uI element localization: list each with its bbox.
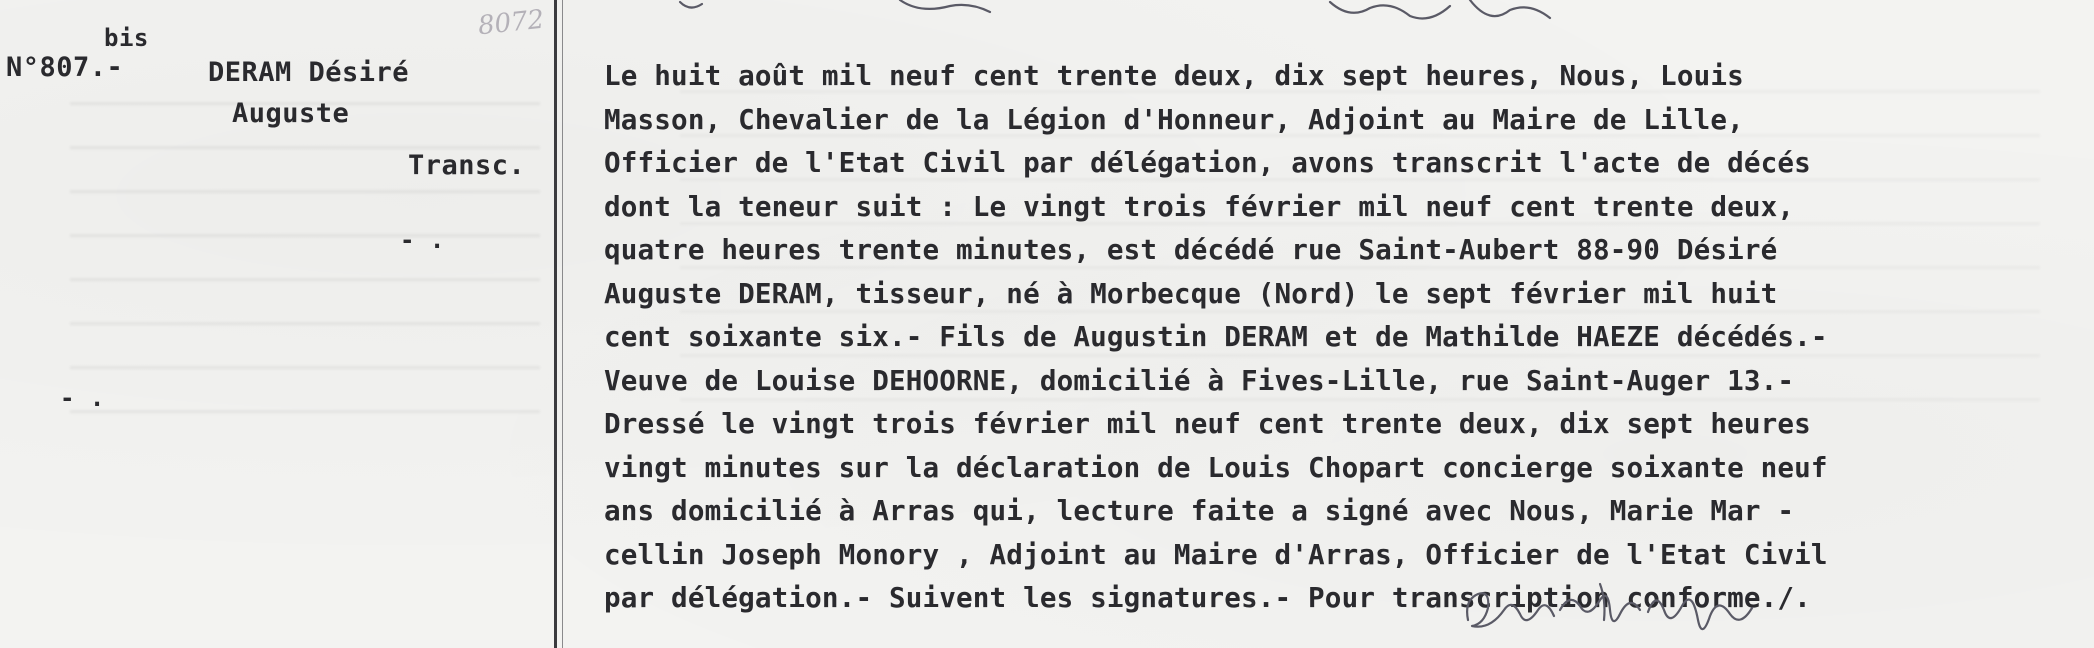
entry-bis: bis — [104, 24, 149, 52]
entry-given-name: Auguste — [232, 98, 350, 129]
act-line: Veuve de Louise DEHOORNE, domicilié à Fives-Lille, rue Saint-Auger 13.- — [604, 363, 1795, 397]
act-line: cellin Joseph Monory , Adjoint au Maire d'Arras, Officier de l'Etat Civil — [604, 537, 1828, 571]
entry-transc: Transc. — [408, 150, 526, 181]
act-line: quatre heures trente minutes, est décédé rue Saint-Aubert 88-90 Désiré — [604, 233, 1778, 266]
act-line: ans domicilié à Arras qui, lecture faite a signé avec Nous, Marie Mar - — [604, 494, 1795, 527]
act-line: dont la teneur suit : Le vingt trois février mil neuf cent trente deux, — [604, 189, 1795, 223]
entry-dots-lower: - . — [60, 384, 105, 412]
column-separator — [554, 0, 557, 648]
signature — [1460, 580, 1780, 648]
top-handwriting — [650, 0, 1650, 30]
act-line: Masson, Chevalier de la Légion d'Honneur, Adjoint au Maire de Lille, — [604, 102, 1744, 136]
act-line: Officier de l'Etat Civil par délégation, avons transcrit l'acte de décés — [604, 146, 1811, 179]
act-text — [604, 54, 2084, 620]
act-line: Auguste DERAM, tisseur, né à Morbecque (Nord) le sept février mil huit — [604, 276, 1778, 310]
entry-number: N°807.- — [6, 52, 124, 83]
act-line: par délégation.- Suivent les signatures.- Pour transcription conforme./. — [604, 581, 1811, 614]
bleed-through-left — [70, 80, 540, 440]
entry-name: DERAM Désiré — [208, 57, 410, 88]
act-line: Dressé le vingt trois février mil neuf cent trente deux, dix sept heures — [604, 407, 1811, 440]
act-line: vingt minutes sur la déclaration de Louis Chopart concierge soixante neuf — [604, 450, 1828, 484]
column-separator-thin — [562, 0, 563, 648]
entry-dots: - . — [400, 226, 445, 254]
pencil-annotation: 8072 — [476, 4, 546, 42]
act-line: cent soixante six.- Fils de Augustin DERAM et de Mathilde HAEZE décédés.- — [604, 320, 1828, 353]
act-line: Le huit août mil neuf cent trente deux, dix sept heures, Nous, Louis — [604, 59, 1744, 92]
